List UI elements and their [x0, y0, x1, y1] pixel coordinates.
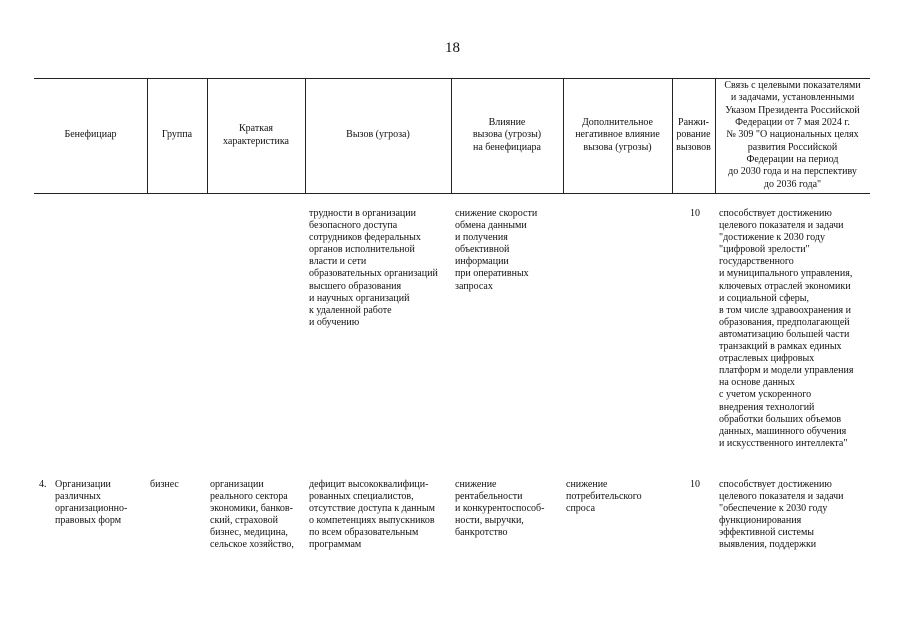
text-line: способствует достижению — [719, 208, 832, 219]
text-line: потребительского — [566, 491, 642, 503]
text-line: Федерации на период — [746, 153, 839, 165]
continued-rank-cell: 10 — [690, 208, 700, 219]
text-line: информации — [455, 256, 509, 268]
text-line: ключевых отраслей экономики — [719, 280, 851, 292]
row4-impact-cell — [455, 479, 544, 539]
continued-challenge-cell — [309, 208, 438, 329]
text-line: по всем образовательным — [309, 527, 419, 539]
text-line: и конкурентоспособ- — [455, 503, 545, 515]
header-negative-impact — [563, 78, 672, 193]
text-line: программам — [309, 539, 362, 551]
text-line: запросах — [455, 280, 493, 292]
row4-description-cell — [210, 479, 294, 552]
text-line: вызовов — [676, 141, 711, 153]
text-line: целевого показателя и задачи — [719, 491, 844, 503]
text-line: к удаленной работе — [309, 304, 392, 316]
text-line: организации — [210, 479, 264, 490]
text-line: Влияние — [488, 117, 526, 129]
text-line: государственного — [719, 256, 794, 268]
text-line: и искусственного интеллекта" — [719, 437, 848, 449]
text-line: ский, страховой — [210, 515, 278, 527]
table-header-bottom-border — [34, 193, 870, 194]
text-line: образовательных организаций — [309, 268, 438, 280]
text-line: Организации — [55, 479, 111, 490]
text-line: Связь с целевыми показателями — [724, 80, 861, 92]
text-line: высшего образования — [309, 280, 402, 292]
text-line: образования, предполагающей — [719, 316, 850, 328]
text-line: Вызов (угроза) — [346, 129, 410, 141]
text-line: о компетенциях выпускников — [309, 515, 435, 527]
header-ranking — [672, 78, 715, 193]
text-line: снижение — [455, 479, 497, 490]
header-impact — [451, 78, 563, 193]
text-line: Краткая — [239, 123, 273, 135]
text-line: автоматизацию большей части — [719, 328, 850, 340]
text-line: с учетом ускоренного — [719, 389, 812, 401]
text-line: Ранжи- — [678, 117, 709, 129]
text-line: правовых форм — [55, 515, 122, 527]
text-line: Бенефициар — [64, 129, 117, 141]
text-line: банкротство — [455, 527, 508, 539]
text-line: обработки больших объемов — [719, 413, 842, 425]
text-line: снижение — [566, 479, 608, 490]
text-line: рованных специалистов, — [309, 491, 414, 503]
text-line: власти и сети — [309, 256, 367, 268]
header-group — [147, 78, 207, 193]
text-line: безопасного доступа — [309, 220, 398, 232]
text-line: и социальной сферы, — [719, 292, 809, 304]
page-number: 18 — [445, 40, 460, 56]
text-line: транзакций в рамках единых — [719, 341, 842, 353]
row-number: 4. — [39, 479, 47, 490]
text-line: и муниципального управления, — [719, 268, 853, 280]
row4-negative-cell — [566, 479, 642, 515]
text-line: и научных организаций — [309, 292, 410, 304]
text-line: органов исполнительной — [309, 244, 415, 256]
text-line: спроса — [566, 503, 596, 515]
text-line: целевого показателя и задачи — [719, 220, 844, 232]
text-line: негативное влияние — [575, 129, 660, 141]
text-line: развития Российской — [747, 141, 838, 153]
text-line: Федерации от 7 мая 2024 г. — [735, 117, 850, 129]
text-line: трудности в организации — [309, 208, 416, 219]
text-line: выявления, поддержки — [719, 539, 817, 551]
text-line: данных, машинного обучения — [719, 425, 847, 437]
text-line: Указом Президента Российской — [725, 104, 860, 116]
text-line: вызова (угрозы) — [472, 129, 542, 141]
header-challenge — [305, 78, 451, 193]
text-line: до 2030 года и на перспективу — [728, 166, 857, 178]
text-line: реального сектора — [210, 491, 288, 503]
text-line: на основе данных — [719, 377, 795, 389]
text-line: и задачами, установленными — [730, 92, 855, 104]
text-line: на бенефициара — [472, 141, 541, 153]
text-line: в том числе здравоохранения и — [719, 304, 851, 316]
row4-group-cell — [150, 479, 179, 491]
text-line: рование — [676, 129, 711, 141]
text-line: отраслевых цифровых — [719, 353, 815, 365]
text-line: бизнес — [150, 479, 179, 490]
text-line: эффективной системы — [719, 527, 815, 539]
text-line: № 309 "О национальных целях — [726, 129, 859, 141]
text-line: сельское хозяйство, — [210, 539, 294, 551]
text-line: ности, выручки, — [455, 515, 524, 527]
text-line: при оперативных — [455, 268, 529, 280]
text-line: экономики, банков- — [210, 503, 293, 515]
row4-challenge-cell — [309, 479, 435, 552]
text-line: внедрения технологий — [719, 401, 815, 413]
text-line: различных — [55, 491, 101, 503]
text-line: характеристика — [223, 135, 289, 147]
text-line: объективной — [455, 244, 510, 256]
continued-link-cell — [719, 208, 853, 450]
text-line: Дополнительное — [581, 117, 653, 129]
header-beneficiary — [34, 78, 147, 193]
text-line: сотрудников федеральных — [309, 232, 421, 244]
text-line: обмена данными — [455, 220, 527, 232]
text-line: вызова (угрозы) — [583, 141, 652, 153]
text-line: Группа — [161, 129, 193, 141]
text-line: "обеспечение к 2030 году — [719, 503, 828, 515]
text-line: снижение скорости — [455, 208, 538, 219]
text-line: "цифровой зрелости" — [719, 244, 810, 256]
text-line: и получения — [455, 232, 508, 244]
text-line: до 2036 года" — [763, 178, 822, 190]
header-link-to-targets — [715, 78, 870, 193]
text-line: отсутствие доступа к данным — [309, 503, 435, 515]
text-line: платформ и модели управления — [719, 365, 854, 377]
header-description — [207, 78, 305, 193]
text-line: организационно- — [55, 503, 128, 515]
row4-rank-cell: 10 — [690, 479, 700, 490]
text-line: способствует достижению — [719, 479, 832, 490]
text-line: рентабельности — [455, 491, 523, 503]
text-line: бизнес, медицина, — [210, 527, 288, 539]
continued-impact-cell — [455, 208, 537, 293]
text-line: "достижение к 2030 году — [719, 232, 825, 244]
row4-link-cell — [719, 479, 844, 552]
text-line: функционирования — [719, 515, 802, 527]
row4-beneficiary-cell — [55, 479, 127, 527]
text-line: и обучению — [309, 316, 360, 328]
text-line: дефицит высококвалифици- — [309, 479, 429, 490]
